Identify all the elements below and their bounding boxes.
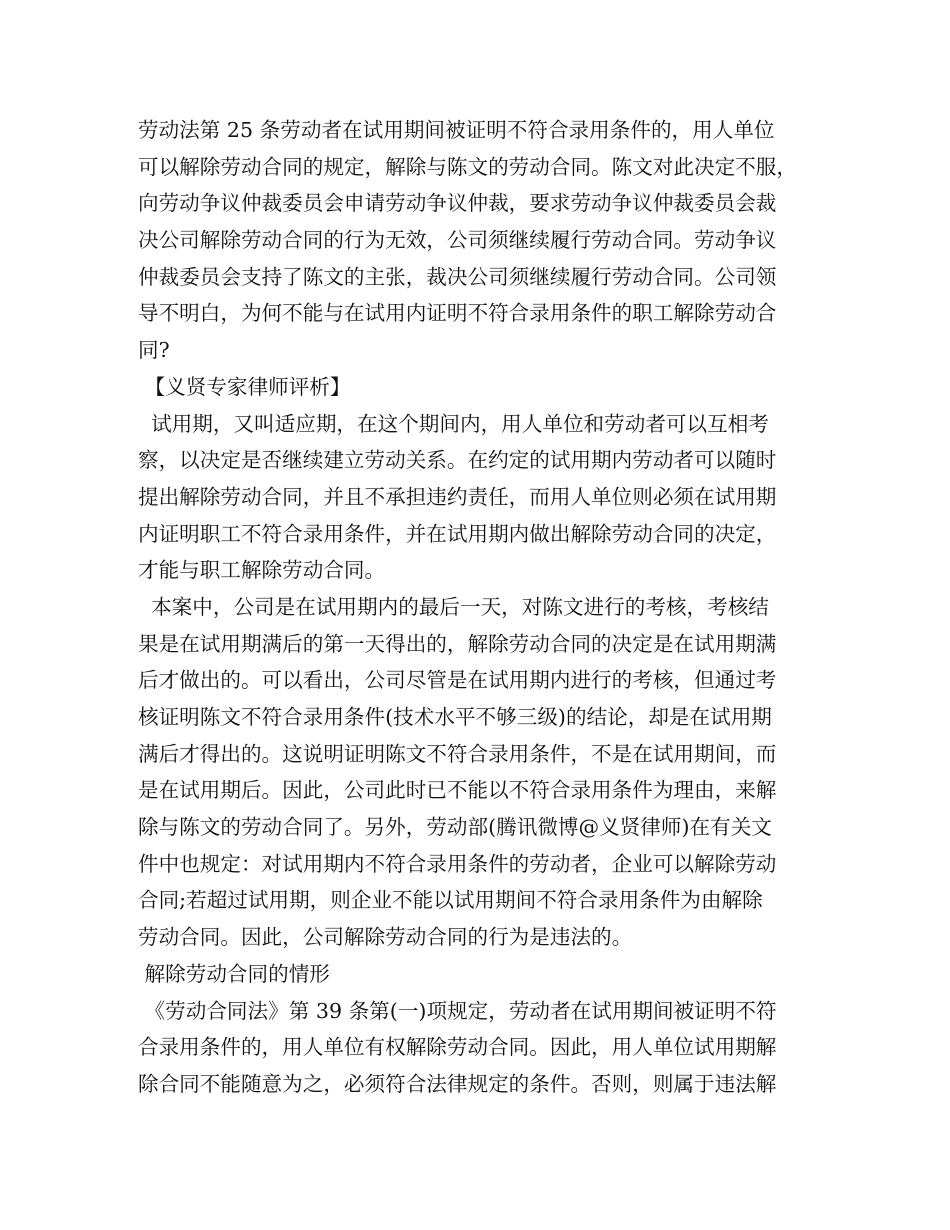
text-line: 向劳动争议仲裁委员会申请劳动争议仲裁，要求劳动争议仲裁委员会裁 [138, 191, 777, 216]
text-line: 同? [138, 338, 170, 363]
text-line: 合同;若超过试用期，则企业不能以试用期间不符合录用条件为由解除 [138, 888, 763, 913]
text-line: 核证明陈文不符合录用条件(技术水平不够三级)的结论，却是在试用期 [138, 705, 772, 729]
text-line: 合录用条件的，用人单位有权解除劳动合同。因此，用人单位试用期解 [138, 1035, 777, 1060]
text-line: 果是在试用期满后的第一天得出的，解除劳动合同的决定是在试用期满 [138, 631, 777, 656]
text-line: 本案中，公司是在试用期内的最后一天，对陈文进行的考核，考核结 [138, 594, 769, 619]
text-line: 劳动合同。因此，公司解除劳动合同的行为是违法的。 [138, 925, 633, 950]
text-line: 才能与职工解除劳动合同。 [138, 558, 386, 583]
text-line: 满后才得出的。这说明证明陈文不符合录用条件，不是在试用期间，而 [138, 741, 777, 766]
text-line: 试用期，又叫适应期，在这个期间内，用人单位和劳动者可以互相考 [138, 411, 769, 436]
document-body [138, 112, 828, 1103]
text-line: 导不明白，为何不能与在试用内证明不符合录用条件的职工解除劳动合 [138, 301, 777, 326]
text-line: 可以解除劳动合同的规定，解除与陈文的劳动合同。陈文对此决定不服， [138, 154, 797, 179]
text-line: 《劳动合同法》第 39 条第(一)项规定，劳动者在试用期间被证明不符 [138, 998, 777, 1023]
text-line: 除与陈文的劳动合同了。另外，劳动部(腾讯微博@义贤律师)在有关文 [138, 815, 772, 840]
text-line: 决公司解除劳动合同的行为无效，公司须继续履行劳动合同。劳动争议 [138, 228, 777, 253]
text-line: 是在试用期后。因此，公司此时已不能以不符合录用条件为理由，来解 [138, 778, 777, 803]
section-heading: 【义贤专家律师评析】 [138, 374, 351, 399]
text-line: 劳动法第 25 条劳动者在试用期间被证明不符合录用条件的，用人单位 [138, 118, 775, 142]
text-line: 后才做出的。可以看出，公司尽管是在试用期内进行的考核，但通过考 [138, 668, 777, 693]
section-heading: 解除劳动合同的情形 [138, 961, 330, 986]
text-line: 提出解除劳动合同，并且不承担违约责任，而用人单位则必须在试用期 [138, 484, 777, 509]
text-line: 内证明职工不符合录用条件，并在试用期内做出解除劳动合同的决定， [138, 521, 777, 546]
text-line: 察，以决定是否继续建立劳动关系。在约定的试用期内劳动者可以随时 [138, 448, 777, 473]
text-line: 件中也规定：对试用期内不符合录用条件的劳动者，企业可以解除劳动 [138, 851, 777, 876]
text-line: 除合同不能随意为之，必须符合法律规定的条件。否则，则属于违法解 [138, 1071, 777, 1096]
text-line: 仲裁委员会支持了陈文的主张，裁决公司须继续履行劳动合同。公司领 [138, 264, 777, 289]
